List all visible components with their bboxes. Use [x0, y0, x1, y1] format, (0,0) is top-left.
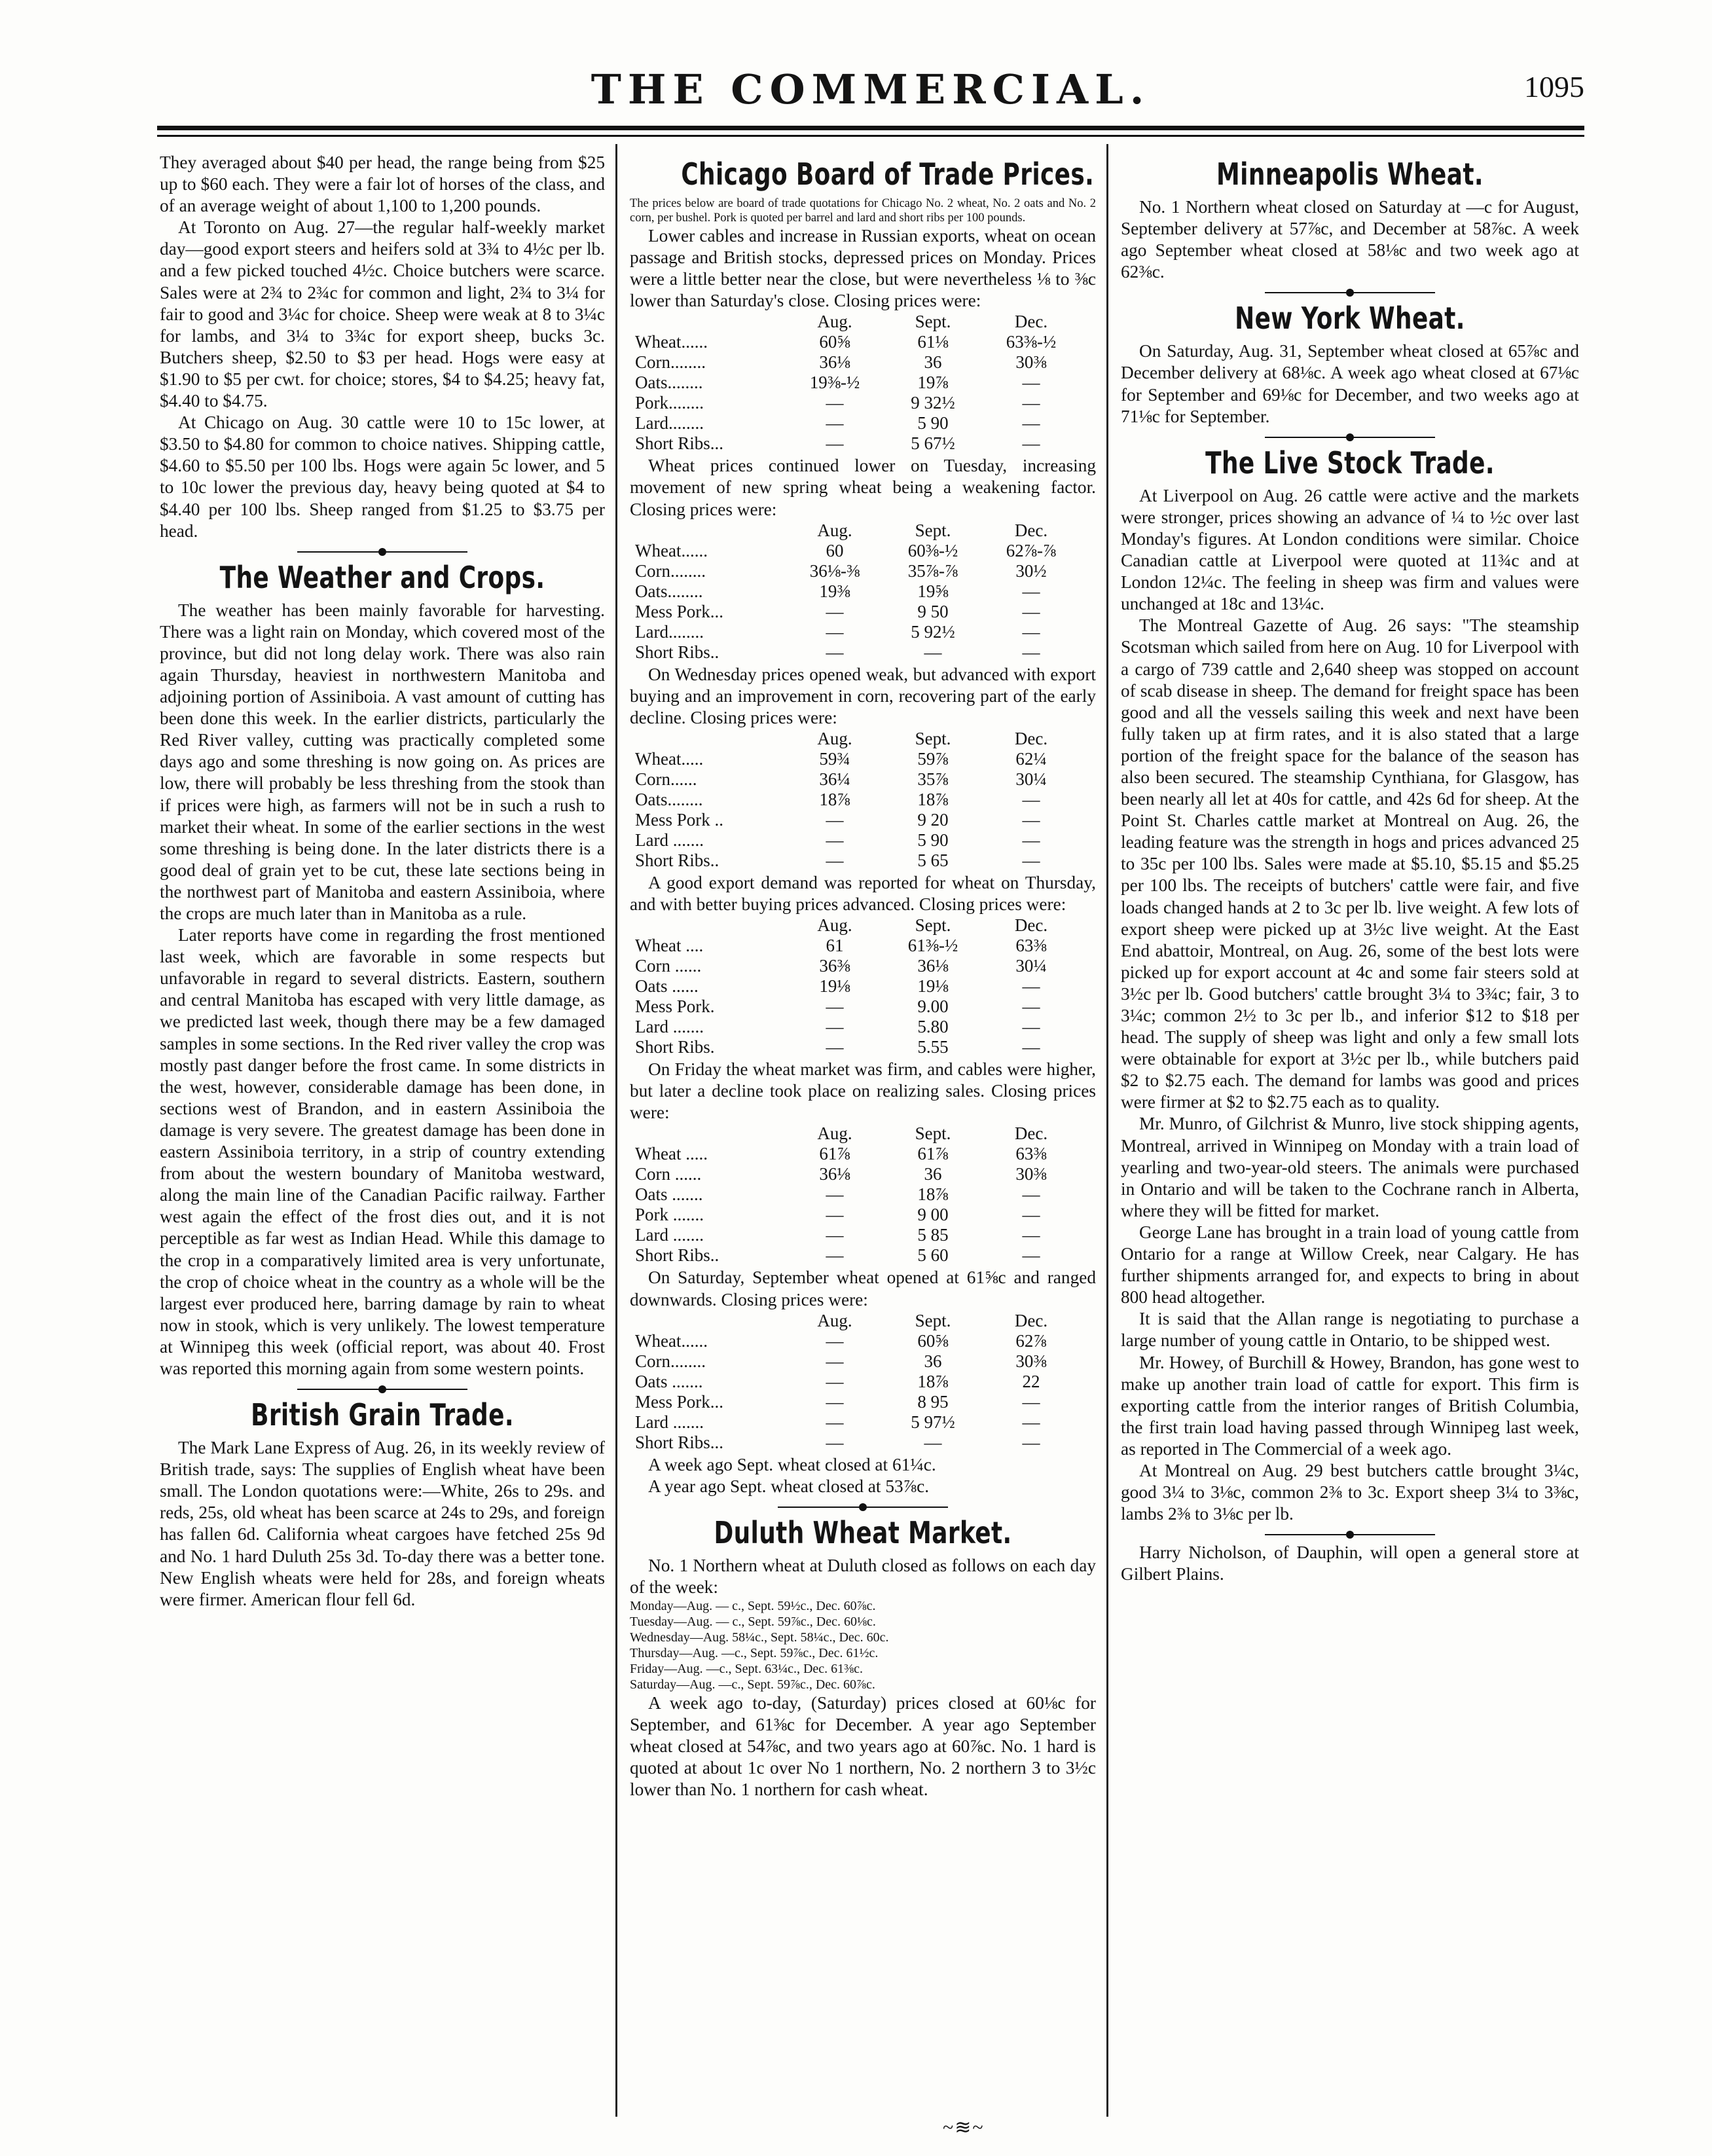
- price-cell: 30⅜: [1015, 1351, 1047, 1371]
- price-cell: —: [826, 1351, 844, 1371]
- commodity-label: Wheat......: [635, 540, 708, 560]
- price-table-thursday: [635, 915, 1080, 1057]
- price-cell: 36¼: [819, 769, 850, 789]
- table-row: [635, 810, 1080, 830]
- newyork-heading: New York Wheat.: [1235, 301, 1465, 337]
- price-cell: 36⅛: [917, 956, 949, 976]
- price-cell: 63⅜-½: [1006, 332, 1057, 352]
- table-row: [635, 1164, 1080, 1184]
- price-cell: —: [1022, 830, 1040, 850]
- price-cell: —: [1022, 1245, 1040, 1266]
- header-month: Sept.: [915, 1310, 951, 1330]
- price-cell: 9 50: [917, 601, 949, 621]
- chicago-para-1: Lower cables and increase in Russian exports, wheat on ocean passage and British stocks, depressed prices on Monday. Prices were a little better near the close, but were nevertheless ⅛ to ⅜c lower than Saturday's close. Closing prices were:: [630, 226, 1096, 311]
- price-cell: —: [826, 601, 844, 621]
- price-cell: —: [1022, 1412, 1040, 1432]
- table-row: [635, 581, 1080, 602]
- price-cell: —: [826, 413, 844, 433]
- price-cell: —: [826, 1330, 844, 1351]
- livestock-para-1: At Liverpool on Aug. 26 cattle were active and the markets were stronger, prices showing an advance of ¼ to ½c over last Monday's figures. At London conditions were similar. Choice Canadian cattle at Liverpool were quoted at 11¾c and at London 12¼c. The feeling in sheep was firm and values were unchanged at 18c and 13¼c.: [1121, 485, 1579, 614]
- section-separator: [1265, 292, 1435, 293]
- table-row: [635, 1037, 1080, 1057]
- table-row: [635, 373, 1080, 393]
- chicago-heading: Chicago Board of Trade Prices.: [681, 156, 1095, 192]
- header-month: Dec.: [1014, 728, 1048, 748]
- column-2: [630, 152, 1096, 2130]
- table-row: [635, 332, 1080, 352]
- price-cell: 19⅜: [819, 581, 850, 601]
- table-row: [635, 769, 1080, 790]
- price-cell: 36⅜: [819, 956, 850, 976]
- commodity-label: Lard .......: [635, 1412, 704, 1432]
- commodity-label: Corn ......: [635, 956, 702, 976]
- intro-para-2: At Toronto on Aug. 27—the regular half-weekly market day—good export steers and heifers sold at 3¾ to 4½c per lb. and a few picked touched 4½c. Choice butchers were scarce. Sales were at 2¾ to 2¾c for common and light, 2¾ to 3¼ for fair to good and 3¼c for choice. Sheep were weak at 8 to 3¼c for lambs, and 3¼ to 3¾c for export sheep, bucks 3c. Butchers sheep, $2.50 to $3 per head. Hogs were easy at $1.90 to $5 per cwt. for choice; stores, $4 to $4.25; heavy fat, $4.40 to $4.75.: [160, 217, 605, 411]
- footer-ornament: ~≋~: [943, 2117, 985, 2138]
- price-cell: —: [1022, 809, 1040, 830]
- nicholson-notice: Harry Nicholson, of Dauphin, will open a general store at Gilbert Plains.: [1121, 1543, 1579, 1584]
- price-cell: 19⅛: [819, 976, 850, 996]
- price-cell: 36: [924, 1351, 942, 1371]
- section-separator: [1265, 437, 1435, 438]
- header-blank: [635, 729, 786, 749]
- commodity-label: Oats........: [635, 789, 703, 809]
- chicago-para-6: On Saturday, September wheat opened at 61⅝c and ranged downwards. Closing prices were:: [630, 1268, 1096, 1309]
- price-cell: 36⅛: [819, 352, 850, 373]
- price-cell: —: [1022, 1017, 1040, 1037]
- table-row: [635, 1433, 1080, 1453]
- price-cell: 36⅛-⅜: [809, 560, 860, 581]
- price-cell: —: [1022, 1391, 1040, 1412]
- price-cell: 62⅞: [1015, 1330, 1047, 1351]
- price-cell: —: [1022, 581, 1040, 601]
- table-row: [635, 790, 1080, 810]
- price-cell: 9 32½: [911, 393, 955, 413]
- commodity-label: Lard .......: [635, 1225, 704, 1245]
- price-cell: 60⅜-½: [907, 540, 958, 560]
- chicago-para-3: On Wednesday prices opened weak, but advanced with export buying and an improvement in corn, recovering part of the early decline. Closing prices were:: [630, 664, 1096, 727]
- commodity-label: Corn........: [635, 1351, 706, 1371]
- price-cell: —: [826, 1184, 844, 1205]
- price-cell: 36⅛: [819, 1164, 850, 1184]
- masthead-rule-thick: [157, 126, 1584, 130]
- commodity-label: Short Ribs...: [635, 1432, 724, 1452]
- price-cell: 35⅞-⅞: [907, 560, 958, 581]
- price-cell: —: [1022, 413, 1040, 433]
- section-separator: [297, 1389, 467, 1390]
- price-table-header: [635, 1124, 1080, 1144]
- price-cell: 63⅜: [1015, 936, 1047, 956]
- header-blank: [635, 521, 786, 541]
- livestock-para-3: Mr. Munro, of Gilchrist & Munro, live stock shipping agents, Montreal, arrived in Winnipeg on Monday with a train load of yearling and two-year-old steers. The animals were purchased in Ontario and will be taken to the Cochrane ranch in Alberta, where they will be fitted for market.: [1121, 1114, 1579, 1220]
- table-row: [635, 1245, 1080, 1266]
- price-cell: —: [826, 850, 844, 870]
- price-cell: —: [826, 1412, 844, 1432]
- price-cell: —: [826, 809, 844, 830]
- price-cell: 9.00: [917, 996, 949, 1017]
- chicago-para-5: On Friday the wheat market was firm, and cables were higher, but later a decline took place on realizing sales. Closing prices were:: [630, 1059, 1096, 1123]
- duluth-day-1: Monday—Aug. — c., Sept. 59½c., Dec. 60⅞c.: [630, 1598, 876, 1613]
- price-cell: 9 20: [917, 809, 949, 830]
- column-3: [1121, 152, 1579, 2130]
- price-table-monday: [635, 312, 1080, 454]
- price-cell: —: [1022, 850, 1040, 870]
- duluth-day-6: Saturday—Aug. —c., Sept. 59⅞c., Dec. 60⅞c.: [630, 1677, 875, 1692]
- table-row: [635, 622, 1080, 642]
- weather-heading: The Weather and Crops.: [219, 559, 545, 595]
- price-cell: —: [1022, 433, 1040, 454]
- commodity-label: Pork........: [635, 393, 704, 413]
- price-cell: —: [1022, 1205, 1040, 1225]
- minneapolis-para-1: No. 1 Northern wheat closed on Saturday at —c for August, September delivery at 57⅞c, and December at 58⅞c. A week ago September wheat closed at 58⅛c and two week ago at 62⅜c.: [1121, 197, 1579, 282]
- price-cell: 18⅞: [917, 1371, 949, 1391]
- price-table-header: [635, 1311, 1080, 1331]
- price-cell: —: [826, 1225, 844, 1245]
- chicago-para-8: A year ago Sept. wheat closed at 53⅞c.: [648, 1476, 930, 1496]
- price-cell: 5 65: [917, 850, 949, 870]
- price-cell: —: [924, 1432, 942, 1452]
- price-cell: 22: [1022, 1371, 1040, 1391]
- commodity-label: Mess Pork ..: [635, 809, 724, 830]
- header-month: Aug.: [817, 1124, 852, 1144]
- price-cell: —: [826, 830, 844, 850]
- price-cell: 5.55: [917, 1037, 949, 1057]
- commodity-label: Corn......: [635, 769, 697, 789]
- price-cell: 19⅜-½: [809, 373, 860, 393]
- table-row: [635, 956, 1080, 976]
- commodity-label: Wheat......: [635, 1330, 708, 1351]
- price-cell: —: [826, 996, 844, 1017]
- price-cell: 36: [924, 352, 942, 373]
- table-row: [635, 936, 1080, 956]
- price-cell: —: [826, 1205, 844, 1225]
- price-cell: 5 90: [917, 830, 949, 850]
- header-month: Sept.: [915, 728, 951, 748]
- duluth-day-4: Thursday—Aug. —c., Sept. 59⅞c., Dec. 61½c.: [630, 1645, 879, 1660]
- header-month: Sept.: [915, 312, 951, 332]
- column-rule-1: [615, 144, 617, 2117]
- price-cell: 36: [924, 1164, 942, 1184]
- livestock-para-7: At Montreal on Aug. 29 best butchers cattle brought 3¼c, good 3¼ to 3⅛c, common 2⅜ to 3c. Export sheep 3¼ to 3⅜c, lambs 2⅜ to 3⅛c per lb.: [1121, 1460, 1579, 1524]
- price-table-header: [635, 915, 1080, 936]
- price-cell: 61⅛: [917, 332, 949, 352]
- price-table-header: [635, 312, 1080, 332]
- commodity-label: Oats .......: [635, 1184, 703, 1205]
- commodity-label: Lard .......: [635, 1017, 704, 1037]
- commodity-label: Lard........: [635, 621, 704, 642]
- price-cell: —: [826, 1391, 844, 1412]
- duluth-day-5: Friday—Aug. —c., Sept. 63¼c., Dec. 61⅜c.: [630, 1661, 864, 1676]
- table-row: [635, 1351, 1080, 1372]
- commodity-label: Wheat .....: [635, 1144, 708, 1164]
- price-cell: 62¼: [1015, 748, 1047, 769]
- header-blank: [635, 915, 786, 936]
- price-cell: 62⅞-⅞: [1006, 540, 1057, 560]
- price-cell: 19⅛: [917, 976, 949, 996]
- price-cell: —: [1022, 642, 1040, 662]
- commodity-label: Oats........: [635, 581, 703, 601]
- table-row: [635, 433, 1080, 454]
- price-table-saturday: [635, 1311, 1080, 1453]
- table-row: [635, 1372, 1080, 1392]
- duluth-para-2: A week ago to-day, (Saturday) prices closed at 60⅛c for September, and 61⅜c for December. A year ago September wheat closed at 54⅞c, and two years ago at 60⅞c. No. 1 hard is quoted at about 1c over No 1 northern, No. 2 northern 3 to 3½c lower than No. 1 northern for cash wheat.: [630, 1692, 1096, 1800]
- price-cell: —: [1022, 976, 1040, 996]
- price-cell: 63⅜: [1015, 1144, 1047, 1164]
- commodity-label: Mess Pork...: [635, 1391, 724, 1412]
- duluth-day-3: Wednesday—Aug. 58¼c., Sept. 58¼c., Dec. 60c.: [630, 1630, 889, 1645]
- commodity-label: Pork .......: [635, 1205, 704, 1225]
- price-cell: 60⅝: [917, 1330, 949, 1351]
- price-cell: 19⅝: [917, 581, 949, 601]
- british-heading: British Grain Trade.: [251, 1397, 514, 1433]
- commodity-label: Corn........: [635, 560, 706, 581]
- price-table-friday: [635, 1124, 1080, 1266]
- table-row: [635, 1412, 1080, 1433]
- price-cell: —: [1022, 373, 1040, 393]
- livestock-para-6: Mr. Howey, of Burchill & Howey, Brandon, has gone west to make up another train load of cattle for export. This firm is exporting cattle from the interior ranges of British Columbia, the first train load having passed through Winnipeg last week, as reported in The Commercial of a week ago.: [1121, 1352, 1579, 1459]
- price-cell: 5 92½: [911, 621, 955, 642]
- price-cell: 61⅞: [917, 1144, 949, 1164]
- minneapolis-heading: Minneapolis Wheat.: [1216, 156, 1484, 192]
- table-row: [635, 352, 1080, 373]
- table-row: [635, 1331, 1080, 1351]
- commodity-label: Lard .......: [635, 830, 704, 850]
- price-cell: —: [1022, 393, 1040, 413]
- column-1: [160, 152, 605, 2130]
- price-cell: 18⅞: [917, 789, 949, 809]
- price-cell: 60: [826, 540, 844, 560]
- price-table-tuesday: [635, 521, 1080, 663]
- commodity-label: Corn........: [635, 352, 706, 373]
- price-cell: 5 67½: [911, 433, 955, 454]
- price-cell: —: [1022, 1184, 1040, 1205]
- table-row: [635, 976, 1080, 996]
- table-row: [635, 1184, 1080, 1205]
- header-month: Dec.: [1014, 1124, 1048, 1144]
- table-row: [635, 1017, 1080, 1037]
- header-month: Sept.: [915, 915, 951, 936]
- table-row: [635, 602, 1080, 622]
- section-separator: [778, 1507, 948, 1508]
- table-row: [635, 830, 1080, 850]
- british-para-1: The Mark Lane Express of Aug. 26, in its weekly review of British trade, says: The supplies of English wheat have been small. The London quotations were:—White, 26s to 29s. and reds, 25s, old wheat has been scarce at 24s to 29s, and foreign has fallen 6d. California wheat cargoes have fetched 25s 9d and No. 1 hard Duluth 25s 3d. To-day there was a better tone. New English wheats were held for 28s, and foreign wheats were firmer. American flour fell 6d.: [160, 1438, 605, 1609]
- price-cell: 5 85: [917, 1225, 949, 1245]
- price-cell: 59⅞: [917, 748, 949, 769]
- header-month: Dec.: [1014, 1310, 1048, 1330]
- masthead: [157, 65, 1584, 118]
- header-month: Dec.: [1014, 312, 1048, 332]
- table-row: [635, 561, 1080, 581]
- commodity-label: Wheat ....: [635, 936, 704, 956]
- header-month: Sept.: [915, 1124, 951, 1144]
- price-cell: —: [826, 1037, 844, 1057]
- price-cell: —: [826, 621, 844, 642]
- header-blank: [635, 312, 786, 332]
- price-cell: —: [826, 1432, 844, 1452]
- livestock-para-5: It is said that the Allan range is negotiating to purchase a large number of young cattle in Ontario, to be shipped west.: [1121, 1309, 1579, 1351]
- price-cell: 61⅜-½: [907, 936, 958, 956]
- commodity-label: Short Ribs..: [635, 850, 719, 870]
- duluth-para-1: No. 1 Northern wheat at Duluth closed as follows on each day of the week:: [630, 1555, 1096, 1597]
- header-blank: [635, 1311, 786, 1331]
- chicago-para-2: Wheat prices continued lower on Tuesday, increasing movement of new spring wheat being a weakening factor. Closing prices were:: [630, 456, 1096, 519]
- header-month: Aug.: [817, 1310, 852, 1330]
- price-table-header: [635, 729, 1080, 749]
- table-row: [635, 393, 1080, 413]
- masthead-rule-thin: [157, 135, 1584, 137]
- commodity-label: Wheat.....: [635, 748, 704, 769]
- price-table-header: [635, 521, 1080, 541]
- price-cell: —: [826, 1371, 844, 1391]
- price-cell: —: [1022, 789, 1040, 809]
- section-separator: [1265, 1534, 1435, 1535]
- newyork-para-1: On Saturday, Aug. 31, September wheat closed at 65⅞c and December delivery at 68⅛c. A week ago wheat closed at 67⅛c for September and 69⅛c for December, and two weeks ago at 71⅛c for September.: [1121, 341, 1579, 426]
- masthead-title: THE COMMERCIAL.: [591, 65, 1151, 113]
- table-row: [635, 996, 1080, 1017]
- price-cell: 5.80: [917, 1017, 949, 1037]
- header-month: Dec.: [1014, 915, 1048, 936]
- price-cell: —: [826, 642, 844, 662]
- table-row: [635, 1392, 1080, 1412]
- column-rule-2: [1106, 144, 1108, 2117]
- price-cell: 9 00: [917, 1205, 949, 1225]
- section-separator: [297, 551, 467, 553]
- intro-para-1: They averaged about $40 per head, the range being from $25 up to $60 each. They were a fair lot of horses of the class, and of an average weight of about 1,100 to 1,200 pounds.: [160, 153, 605, 216]
- weather-para-1: The weather has been mainly favorable for harvesting. There was a light rain on Monday, which covered most of the province, but did not long delay work. There was also rain again Thursday, heaviest in northwestern Manitoba and adjoining portion of Assiniboia. A vast amount of cutting has been done this week. In the earlier districts, particularly the Red River valley, cutting was practically completed some days ago and some threshing is now going on. As prices are low, there will probably be less threshing from the stook than if prices were high, as farmers will not be in such a rush to market their wheat. In some of the earlier sections in the west some threshing is being done. In the later districts there is a good deal of grain yet to be cut, these late sections being in the northwest part of Manitoba and eastern Assiniboia, where the crops are much later than in Manitoba as a rule.: [160, 600, 605, 923]
- price-cell: 5 97½: [911, 1412, 955, 1432]
- commodity-label: Oats .......: [635, 1371, 703, 1391]
- price-cell: 30⅜: [1015, 352, 1047, 373]
- commodity-label: Short Ribs.: [635, 1037, 715, 1057]
- price-cell: —: [1022, 1432, 1040, 1452]
- price-cell: 60⅝: [819, 332, 850, 352]
- table-row: [635, 1205, 1080, 1225]
- chicago-note: The prices below are board of trade quotations for Chicago No. 2 wheat, No. 2 oats and No. 2 corn, per bushel. Pork is quoted per barrel and lard and short ribs per 100 pounds.: [630, 197, 1096, 225]
- price-cell: —: [1022, 1225, 1040, 1245]
- commodity-label: Oats........: [635, 373, 703, 393]
- header-month: Aug.: [817, 728, 852, 748]
- price-cell: 5 60: [917, 1245, 949, 1266]
- table-row: [635, 1144, 1080, 1164]
- price-cell: —: [826, 433, 844, 454]
- header-month: Dec.: [1014, 520, 1048, 540]
- price-cell: —: [1022, 621, 1040, 642]
- price-cell: 59¾: [819, 748, 850, 769]
- commodity-label: Lard........: [635, 413, 704, 433]
- commodity-label: Short Ribs..: [635, 642, 719, 662]
- commodity-label: Short Ribs..: [635, 1245, 719, 1266]
- price-cell: 5 90: [917, 413, 949, 433]
- price-cell: 18⅞: [917, 1184, 949, 1205]
- price-cell: 18⅞: [819, 789, 850, 809]
- commodity-label: Mess Pork...: [635, 601, 724, 621]
- price-cell: —: [1022, 996, 1040, 1017]
- header-month: Aug.: [817, 312, 852, 332]
- table-row: [635, 413, 1080, 433]
- table-row: [635, 1225, 1080, 1245]
- chicago-para-7: A week ago Sept. wheat closed at 61¼c.: [648, 1454, 936, 1474]
- livestock-para-4: George Lane has brought in a train load of young cattle from Ontario for a range at Willow Creek, near Calgary. He has further shipments arranged for, and expects to bring in about 800 head altogether.: [1121, 1222, 1579, 1307]
- table-row: [635, 850, 1080, 871]
- price-cell: —: [826, 1245, 844, 1266]
- intro-para-3: At Chicago on Aug. 30 cattle were 10 to 15c lower, at $3.50 to $4.80 for common to choice natives. Shipping cattle, $4.60 to $5.50 per 100 lbs. Hogs were again 5c lower, and 5 to 10c lower the previous day, heavy being quoted at $4 to $4.40 per 100 lbs. Sheep ranged from $1.25 to $3.75 per head.: [160, 412, 605, 541]
- commodity-label: Mess Pork.: [635, 996, 715, 1017]
- header-month: Sept.: [915, 520, 951, 540]
- price-cell: 30½: [1015, 560, 1047, 581]
- price-cell: 30¼: [1015, 956, 1047, 976]
- header-blank: [635, 1124, 786, 1144]
- duluth-heading: Duluth Wheat Market.: [714, 1514, 1012, 1550]
- price-cell: 30⅜: [1015, 1164, 1047, 1184]
- price-cell: —: [826, 1017, 844, 1037]
- commodity-label: Oats ......: [635, 976, 699, 996]
- commodity-label: Wheat......: [635, 332, 708, 352]
- price-cell: —: [1022, 601, 1040, 621]
- weather-para-2: Later reports have come in regarding the frost mentioned last week, which are favorable in some respects but unfavorable in regard to several districts. Eastern, southern and central Manitoba has escaped with very little damage, as we predicted last week, though there may be a few damaged samples in some sections. In the Red river valley the crop was mostly past danger before the frost came. In some districts in the west, however, considerable damage has been done, in sections west of Brandon, and in eastern Assiniboia the damage is very severe. The greatest damage has been done in eastern Assiniboia territory, in a strip of country extending from about the western boundary of Manitoba westward, along the main line of the Canadian Pacific railway. Farther west again the effect of the frost dies out, and it is not perceptible as far west as Indian Head. While this damage to the crop in a comparatively limited area is very unfortunate, the crop of choice wheat in the country as a whole will be the largest ever produced here, barring damage by rain to wheat now in stook, which is very unlikely. The lowest temperature at Winnipeg this week (official report, was about 40. Frost was reported this morning again from some western points.: [160, 925, 605, 1378]
- duluth-day-2: Tuesday—Aug. — c., Sept. 59⅞c., Dec. 60⅛c.: [630, 1614, 876, 1629]
- price-cell: 8 95: [917, 1391, 949, 1412]
- commodity-label: Short Ribs...: [635, 433, 724, 454]
- livestock-para-2: The Montreal Gazette of Aug. 26 says: "The steamship Scotsman which sailed from here on Aug. 10 for Liverpool with a cargo of 739 cattle and 2,640 sheep was stopped on account of scab disease in sheep. The demand for freight space has been good and all the vessels sailing this week and next have been fully taken up at firm rates, and it is also stated that a large portion of the freight space for the balance of the season has also been secured. The steamship Cynthiana, for Glasgow, has been nearly all let at 40s for cattle, and 42s 6d for sheep. At the Point St. Charles cattle market at Montreal on Aug. 26, the leading feature was the strength in hogs and prices advanced 25 to 35c per 100 lbs. Sales were made at $5.10, $5.15 and $5.25 per 100 lbs. The receipts of butchers' cattle were fair, and five loads changed hands at 2 to 3c per lb. live weight. A few lots of export sheep were picked up at 3½c live weight. At the East End abattoir, Montreal, on Aug. 26, some of the best lots were picked up for export account at 4c and some fair steers sold at 3½c per lb. Good butchers' cattle brought 3¼ to 3¾c; fair, 3 to 3¼c; common 2½ to 3c per lb., and inferior $12 to $18 per head. The supply of sheep was light and only a few small lots were obtainable for export at 3½c per lb., while butchers paid $2 to $2.75 each. The demand for lambs was good and prices were firmer at $2 to $2.75 each as to quality.: [1121, 615, 1579, 1112]
- table-row: [635, 749, 1080, 769]
- price-cell: —: [1022, 1037, 1040, 1057]
- header-month: Aug.: [817, 915, 852, 936]
- page-number: 1095: [1524, 70, 1584, 103]
- header-month: Aug.: [817, 520, 852, 540]
- price-cell: 19⅞: [917, 373, 949, 393]
- livestock-heading: The Live Stock Trade.: [1205, 445, 1495, 481]
- price-cell: 30¼: [1015, 769, 1047, 789]
- price-cell: 61⅞: [819, 1144, 850, 1164]
- price-table-wednesday: [635, 729, 1080, 871]
- table-row: [635, 541, 1080, 561]
- price-cell: 61: [826, 936, 844, 956]
- price-cell: —: [826, 393, 844, 413]
- chicago-para-4: A good export demand was reported for wheat on Thursday, and with better buying prices advanced. Closing prices were:: [630, 872, 1096, 915]
- price-cell: —: [924, 642, 942, 662]
- commodity-label: Corn ......: [635, 1164, 702, 1184]
- table-row: [635, 642, 1080, 663]
- price-cell: 35⅞: [917, 769, 949, 789]
